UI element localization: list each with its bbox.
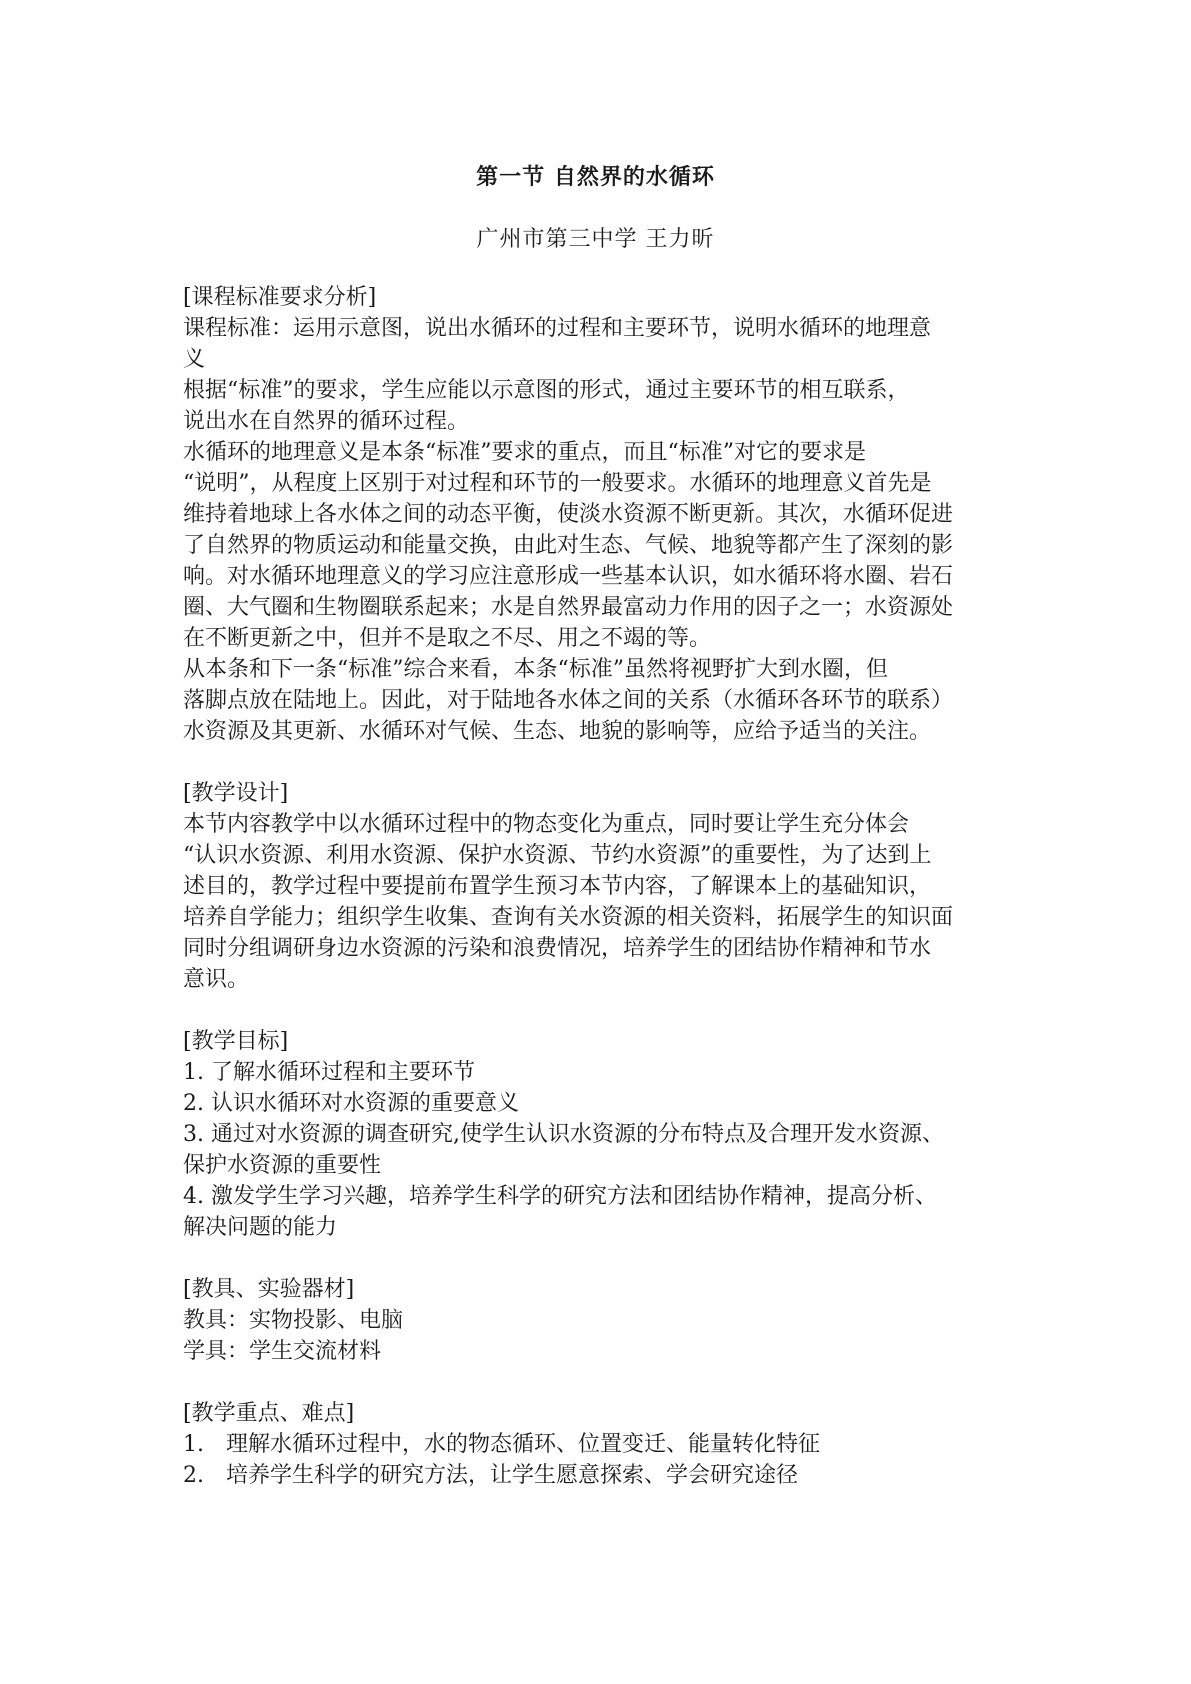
list-item: 解决问题的能力 — [183, 1215, 338, 1240]
document-author: 广州市第三中学 王力昕 — [476, 227, 715, 252]
section-goals — [183, 1026, 1033, 1243]
text-line: 根据“标准”的要求，学生应能以示意图的形式，通过主要环节的相互联系， — [183, 378, 910, 403]
list-item: 1. 理解水循环过程中，水的物态循环、位置变迁、能量转化特征 — [183, 1432, 820, 1457]
text-line: 在不断更新之中，但并不是取之不尽、用之不竭的等。 — [183, 626, 712, 651]
list-item: 1. 了解水循环过程和主要环节 — [183, 1060, 475, 1085]
paragraph-gap — [183, 1367, 1033, 1398]
text-line: “认识水资源、利用水资源、保护水资源、节约水资源”的重要性，为了达到上 — [183, 843, 932, 868]
text-line: 培养自学能力；组织学生收集、查询有关水资源的相关资料，拓展学生的知识面 — [183, 905, 954, 930]
text-line: 意识。 — [183, 967, 250, 992]
text-line: 了自然界的物质运动和能量交换，由此对生态、气候、地貌等都产生了深刻的影 — [183, 533, 954, 558]
section-standard — [183, 282, 1033, 747]
paragraph-gap — [183, 1243, 1033, 1274]
document-body — [183, 282, 1033, 1491]
text-line: 落脚点放在陆地上。因此，对于陆地各水体之间的关系（水循环各环节的联系） — [183, 688, 954, 713]
section-heading: [教学目标] — [183, 1029, 289, 1054]
text-line: 同时分组调研身边水资源的污染和浪费情况，培养学生的团结协作精神和节水 — [183, 936, 932, 961]
section-tools — [183, 1274, 1033, 1367]
paragraph-gap — [183, 747, 1033, 778]
text-line: 义 — [183, 347, 206, 372]
text-line: 水资源及其更新、水循环对气候、生态、地貌的影响等，应给予适当的关注。 — [183, 719, 932, 744]
section-design — [183, 778, 1033, 995]
section-heading: [教学设计] — [183, 781, 289, 806]
list-item: 4. 激发学生学习兴趣，培养学生科学的研究方法和团结协作精神，提高分析、 — [183, 1184, 937, 1209]
document-title: 第一节 自然界的水循环 — [476, 164, 715, 190]
list-item: 2. 培养学生科学的研究方法，让学生愿意探索、学会研究途径 — [183, 1463, 798, 1488]
text-line: 从本条和下一条“标准”综合来看，本条“标准”虽然将视野扩大到水圈，但 — [183, 657, 888, 682]
text-line: 说出水在自然界的循环过程。 — [183, 409, 470, 434]
text-line: 维持着地球上各水体之间的动态平衡，使淡水资源不断更新。其次，水循环促进 — [183, 502, 954, 527]
list-item: 保护水资源的重要性 — [183, 1153, 382, 1178]
list-item: 3. 通过对水资源的调查研究,使学生认识水资源的分布特点及合理开发水资源、 — [183, 1122, 944, 1147]
text-line: 述目的，教学过程中要提前布置学生预习本节内容，了解课本上的基础知识， — [183, 874, 932, 899]
text-line: 本节内容教学中以水循环过程中的物态变化为重点，同时要让学生充分体会 — [183, 812, 910, 837]
text-line: 教具：实物投影、电脑 — [183, 1308, 404, 1333]
section-heading: [教具、实验器材] — [183, 1277, 355, 1302]
text-line: 学具：学生交流材料 — [183, 1339, 382, 1364]
text-line: 圈、大气圈和生物圈联系起来；水是自然界最富动力作用的因子之一；水资源处 — [183, 595, 954, 620]
section-heading: [教学重点、难点] — [183, 1401, 355, 1426]
list-item: 2. 认识水循环对水资源的重要意义 — [183, 1091, 519, 1116]
paragraph-gap — [183, 995, 1033, 1026]
text-line: “说明”，从程度上区别于对过程和环节的一般要求。水循环的地理意义首先是 — [183, 471, 932, 496]
text-line: 水循环的地理意义是本条“标准”要求的重点，而且“标准”对它的要求是 — [183, 440, 866, 465]
text-line: 课程标准：运用示意图，说出水循环的过程和主要环节，说明水循环的地理意 — [183, 316, 932, 341]
section-heading: [课程标准要求分析] — [183, 285, 377, 310]
text-line: 响。对水循环地理意义的学习应注意形成一些基本认识，如水循环将水圈、岩石 — [183, 564, 954, 589]
section-key-points — [183, 1398, 1033, 1491]
